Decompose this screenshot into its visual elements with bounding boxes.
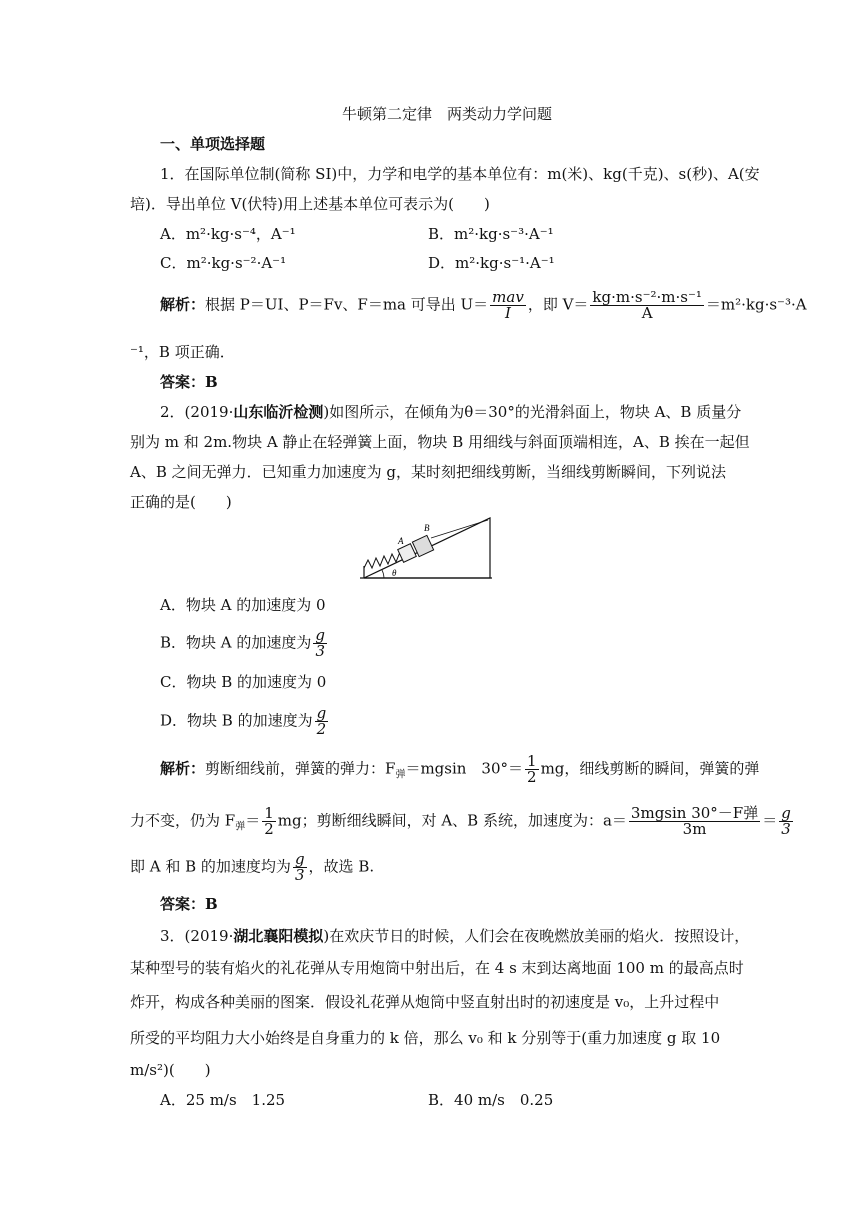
fraction-numerator: 3mgsin 30°－F弹 [630,804,759,822]
q1-stem-line2: 培)．导出单位 V(伏特)用上述基本单位可表示为( ) [130,195,490,213]
q1-analysis-cont: ⁻¹，B 项正确． [130,343,235,361]
fraction-denominator: 2 [264,820,274,838]
q3-stem-line5: m/s²)( ) [130,1061,211,1079]
analysis-label: 解析： [160,295,206,314]
q1-option-b: B．m²·kg·s⁻³·A⁻¹ [428,225,554,243]
q2-stem-line1 [160,402,741,422]
fraction-g-over-3 [779,806,793,837]
q2-a1: 剪断细线前，弹簧的弹力：F [205,759,396,778]
page-title: 牛顿第二定律 两类动力学问题 [342,105,553,123]
fraction-denominator: A [641,304,653,322]
q2-a2: 力不变，仍为 F [130,811,236,830]
q1-analysis-text-c: ＝m²·kg·s⁻³·A [705,295,807,314]
q3-stem-line4: 所受的平均阻力大小始终是自身重力的 k 倍，那么 v₀ 和 k 分别等于(重力加速度 g 取 10 [130,1029,721,1047]
fraction-numerator: g [315,626,326,644]
fraction-g-over-3 [313,628,327,659]
fraction-numerator: g [294,850,305,868]
q2-option-d-text: D．物块 B 的加速度为 [160,711,313,730]
fraction-g-over-3 [293,852,307,883]
q2-stem-line4: 正确的是( ) [130,493,232,511]
q2-answer: 答案：B [160,895,218,913]
label-a: A [398,536,404,546]
fraction-denominator: 2 [527,768,537,786]
q2-number: 2．(2019· [160,403,234,421]
fraction-half [262,806,276,837]
fraction-denominator: 3m [682,820,707,838]
fraction-denominator: 3 [315,642,325,660]
q1-option-c: C．m²·kg·s⁻²·A⁻¹ [160,254,287,272]
q2-option-b [160,628,329,659]
q2-analysis-line1 [160,754,759,786]
q2-option-c: C．物块 B 的加速度为 0 [160,673,327,691]
q3-stem-rest: )在欢庆节日的时候，人们会在夜晚燃放美丽的焰火．按照设计， [323,927,750,945]
fraction-numerator: g [781,804,791,822]
fraction-denominator: I [505,304,511,322]
fraction-numerator: 1 [527,752,537,770]
q3-stem-line3: 炸开，构成各种美丽的图案．假设礼花弹从炮筒中竖直射出时的初速度是 v₀，上升过程中 [130,993,720,1011]
q3-source: 湖北襄阳模拟 [233,927,324,945]
q3-option-a: A．25 m/s 1.25 [160,1091,286,1109]
q1-fraction-u [490,290,526,321]
q2-stem-rest: )如图所示，在倾角为θ＝30°的光滑斜面上，物块 A、B 质量分 [323,403,742,421]
fraction-denominator: 2 [316,720,327,738]
fraction-denominator: 3 [294,866,305,884]
q3-number: 3．(2019· [160,927,234,945]
q1-analysis-text-a: 根据 P＝UI、P＝Fv、F＝ma 可导出 U＝ [205,295,489,314]
q2-a3b: ，故选 B. [308,857,375,876]
q2-analysis-line2 [130,806,795,838]
fraction-half [525,754,539,785]
label-theta: θ [392,568,397,578]
q3-stem-line1 [160,926,749,946]
q1-stem-line1: 1．在国际单位制(简称 SI)中，力学和电学的基本单位有：m(米)、kg(千克)、s(秒)、A(安 [160,165,760,183]
q2-a2-sub: 弹 [235,821,246,833]
analysis-label: 解析： [160,759,206,778]
fraction-numerator: mav [492,288,524,306]
q2-a1c: mg，细线剪断的瞬间，弹簧的弹 [540,759,760,778]
q2-a1b: ＝mgsin 30°＝ [405,759,524,778]
q1-fraction-v [590,290,703,321]
q2-stem-line3: A、B 之间无弹力．已知重力加速度为 g，某时刻把细线剪断，当细线剪断瞬间，下列说法 [130,463,726,481]
q2-option-a: A．物块 A 的加速度为 0 [160,596,326,614]
q1-option-a: A．m²·kg·s⁻⁴，A⁻¹ [160,225,296,243]
q1-answer: 答案：B [160,373,218,391]
fraction-denominator: 3 [781,820,791,838]
fraction-accel [629,806,760,837]
q2-source: 山东临沂检测 [233,403,324,421]
q1-analysis-text-b: ，即 V＝ [527,295,589,314]
fraction-numerator: 1 [264,804,274,822]
fraction-numerator: kg·m·s⁻²·m·s⁻¹ [592,288,702,306]
q3-stem-line2: 某种型号的装有焰火的礼花弹从专用炮筒中射出后，在 4 s 末到达离地面 100 m 的最高点时 [130,959,744,977]
q2-a2b: ＝ [245,811,261,830]
incline-figure [358,514,494,584]
q2-a1-sub: 弹 [395,769,406,781]
q1-option-d: D．m²·kg·s⁻¹·A⁻¹ [428,254,555,272]
label-b: B [424,523,430,533]
q2-option-d [160,706,330,737]
q2-analysis-line3 [130,852,374,883]
q2-a3: 即 A 和 B 的加速度均为 [130,857,291,876]
q3-option-b: B．40 m/s 0.25 [428,1091,554,1109]
q2-stem-line2: 别为 m 和 2m.物块 A 静止在轻弹簧上面，物块 B 用细线与斜面顶端相连，A、B 挨在一起但 [130,433,750,451]
fraction-g-over-2 [315,706,329,737]
q1-analysis [160,290,807,321]
fraction-numerator: g [316,704,327,722]
q2-a2d: ＝ [762,811,778,830]
section-heading: 一、单项选择题 [160,135,266,153]
q2-option-b-text: B．物块 A 的加速度为 [160,633,312,652]
q2-a2c: mg；剪断细线瞬间，对 A、B 系统，加速度为：a＝ [277,811,627,830]
